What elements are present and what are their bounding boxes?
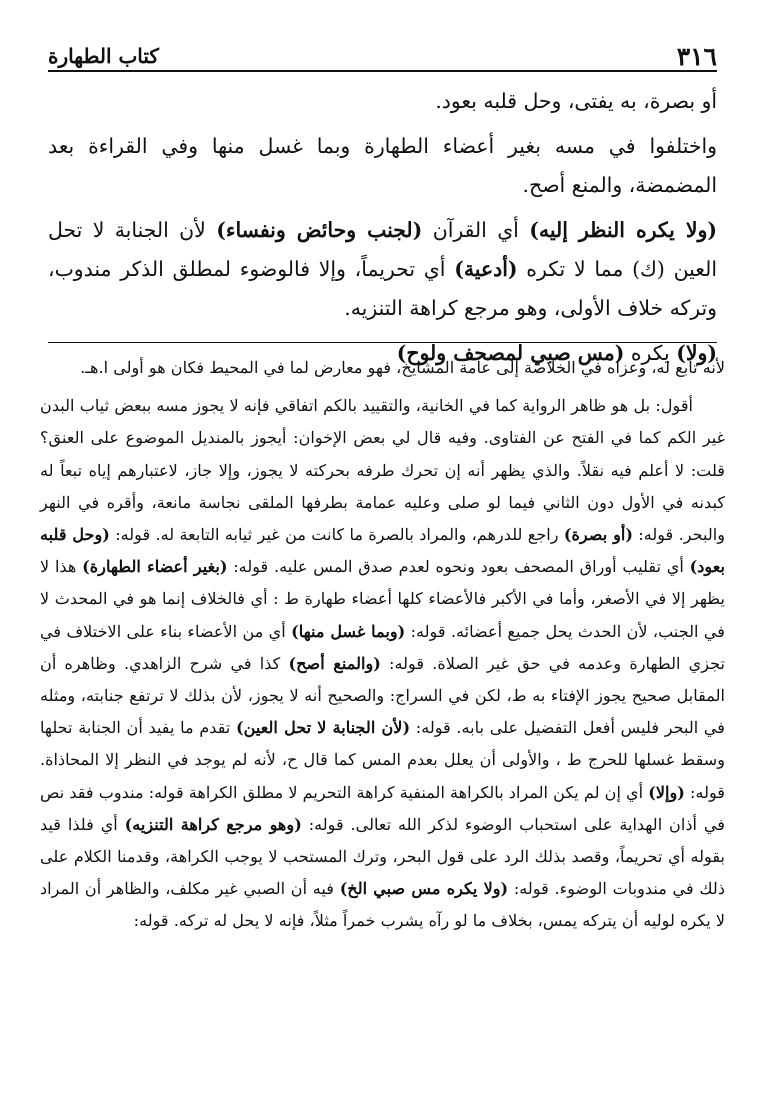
- hashiya-text: فيه أن الصبي غير مكلف، والظاهر أن المراد لا يكره لوليه أن يتركه يمس، بخلاف ما لو رآه يشرب خمراً مثلاً، فإنه لا يحل له تركه. قوله:: [40, 879, 725, 931]
- quoted-phrase: (أو بصرة): [563, 525, 633, 545]
- quoted-phrase: (وحل قلبه بعود): [40, 525, 725, 577]
- running-title: كتاب الطهارة: [48, 44, 159, 68]
- hashiya-text: أي من الأعضاء بناء على الاختلاف في تجزي الطهارة وعدمه في حق غير الصلاة. قوله:: [40, 621, 725, 673]
- quoted-phrase: (والمنع أصح): [288, 653, 381, 673]
- hashiya-text: أي تقليب أوراق المصحف بعود ونحوه لعدم صدق المس عليه. قوله:: [227, 557, 690, 577]
- page-number: ٣١٦: [676, 42, 717, 71]
- main-paragraph-1: أو بصرة، به يفتى، وحل قلبه بعود.: [435, 89, 717, 113]
- hashiya-text: أي فلذا قيد بقوله أي تحريماً، وقصد بذلك الرد على قول البحر، وترك المستحب لا يوجب الكراهة، وقدمنا الكلام على ذلك في مندوبات الوضوء. قوله:: [40, 814, 725, 899]
- hashiya-text: أي إن لم يكن المراد بالكراهة المنفية كراهة التحريم لا مطلق الكراهة قوله: مندوب فقد نص في أذان الهداية على استحباب الوضوء لذكر الله تعالى. قوله:: [40, 782, 725, 834]
- quoted-phrase: (وبما غسل منها): [291, 621, 406, 641]
- main-paragraph-3: [48, 211, 717, 328]
- commentary-paragraph-1: لأنه تابع له، وعزاه في الخلاصة إلى عامة المشايخ، فهو معارض لما في المحيط فكان هو أولى ا.هـ.: [80, 358, 725, 377]
- hashiya-text: هذا لا يظهر إلا في الأصغر، وأما في الأكبر فالأعضاء كلها أعضاء طهارة ط : أي فالخلاف إنما هو في المحدث لا في الجنب، لأن الحدث يحل جميع أعضائه. قوله:: [40, 557, 725, 641]
- hashiya-text: كذا في شرح الزاهدي. وظاهره أن المقابل صحيح يجوز الإفتاء به ط، لكن في السراج: والصحيح أنه لا يجوز، لأن بذلك لا ترتفع جنابته، ومثله في البحر فليس أفعل التفضيل على بابه. قوله:: [40, 653, 725, 738]
- quoted-phrase: (ولا يكره مس صبي الخ): [339, 879, 509, 899]
- section-divider: [48, 342, 717, 343]
- matn-quote: (ولا يكره النظر إليه): [529, 218, 718, 242]
- commentary-paragraph-2: [40, 390, 725, 937]
- hashiya-text: تقدم ما يفيد أن الجنابة تحلها وسقط غسلها للحرج ط ، والأولى أن يعلل بعدم المس كما قال ح، لأنه لم يوجد في النظر إلا المحاذاة. قوله:: [40, 718, 725, 802]
- page-header: [48, 38, 717, 72]
- quoted-phrase: (لأن الجنابة لا تحل العين): [236, 718, 411, 738]
- quoted-phrase: (وإلا): [648, 782, 685, 802]
- sharh-text: أي تحريماً، وإلا فالوضوء لمطلق الذكر مندوب، وتركه خلاف الأولى، وهو مرجع كراهة التنزيه.: [48, 257, 717, 320]
- sharh-text: أي القرآن: [422, 218, 530, 242]
- header-rule: [48, 70, 717, 72]
- hashiya-text: راجع للدرهم، والمراد بالصرة ما كانت من غير ثيابه التابعة له. قوله:: [109, 525, 564, 545]
- matn-quote: (مس صبي لمصحف ولوح): [396, 341, 625, 365]
- quoted-phrase: (وهو مرجع كراهة التنزيه): [124, 814, 302, 834]
- sharh-text: لأن الجنابة لا تحل العين (ك) مما لا تكره: [48, 218, 717, 281]
- matn-quote: (أدعية): [454, 257, 518, 281]
- main-text: [48, 82, 718, 365]
- matn-quote: (لجنب وحائض ونفساء): [216, 218, 423, 242]
- main-paragraph-2: واختلفوا في مسه بغير أعضاء الطهارة وبما غسل منها وفي القراءة بعد المضمضة، والمنع أصح.: [48, 134, 717, 197]
- commentary-text: [40, 352, 725, 1079]
- sharh-text: يكره: [624, 341, 677, 365]
- quoted-phrase: (بغير أعضاء الطهارة): [82, 557, 228, 577]
- matn-quote: (ولا): [676, 341, 717, 365]
- hashiya-text: أقول: بل هو ظاهر الرواية كما في الخانية، والتقييد بالكم اتفاقي فإنه لا يجوز مسه ببعض ثياب البدن غير الكم كما في الفتح عن الفتاوى. وفيه قال لي بعض الإخوان: أيجوز بالمنديل الموضوع على العنق؟ قلت: لا أعلم فيه نقلاً. والذي يظهر أنه إن تحرك طرفه بحركته لا يجوز، وإلا جاز، لاعتبارهم إياه تبعاً له كبدنه في الأول دون الثاني فيما لو صلى وعليه عمامة بطرفها الملقى نجاسة مانعة، وأقره في النهر والبحر. قوله:: [40, 396, 725, 545]
